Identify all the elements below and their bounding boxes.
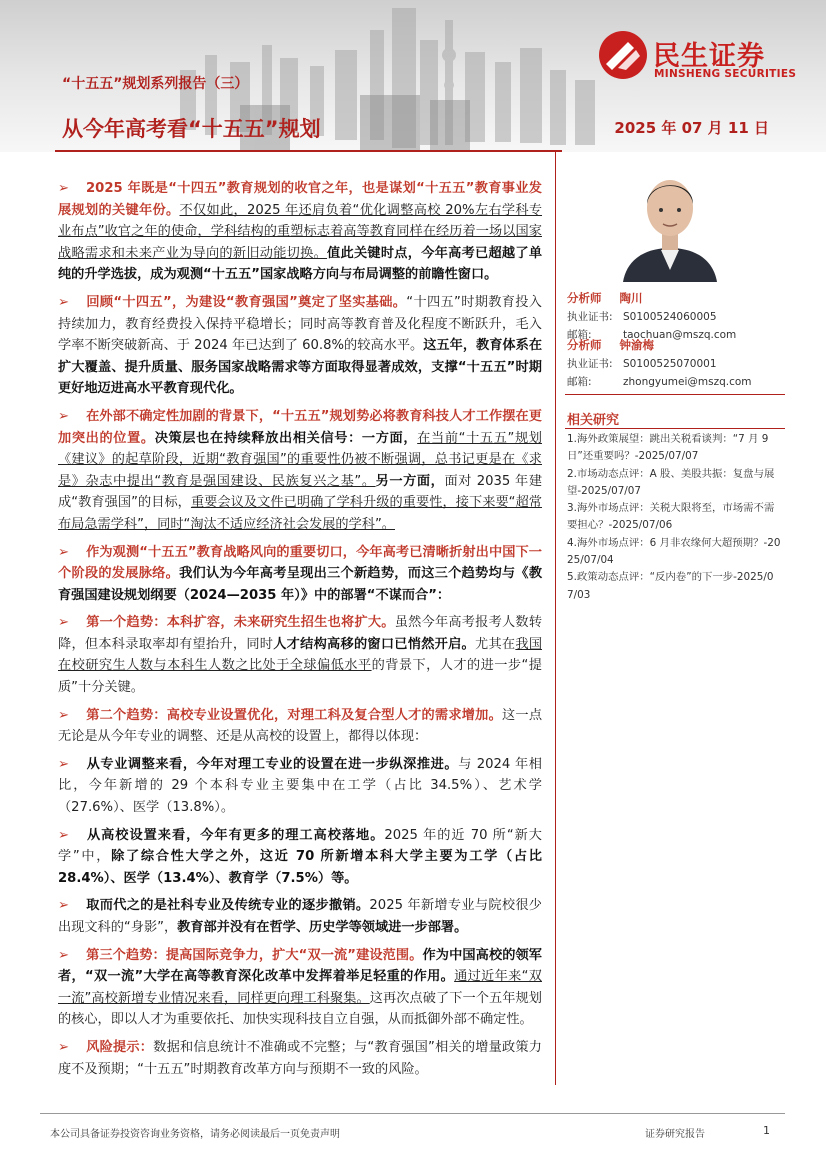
- main-content: [58, 178, 542, 1086]
- paragraph-text: 我们认为今年高考呈现出三个新趋势，而这三个趋势均与《教育强国建设规划纲要（2024—2035 年）》中的部署“不谋而合”：: [58, 566, 543, 603]
- column-divider: [555, 152, 556, 1085]
- bullet-arrow-icon: ➢: [58, 1039, 70, 1055]
- company-logo: [598, 30, 806, 86]
- bullet-arrow-icon: ➢: [58, 615, 70, 631]
- related-research-list: [567, 431, 781, 604]
- paragraph-text: 值此关键时点，今年高考已超越了单纯的升学选拔，成为观测“十五五”国家战略方向与布局调整的前瞻性窗口。: [58, 245, 543, 283]
- sidebar-divider: [565, 428, 785, 429]
- related-item[interactable]: 2.市场动态点评：A 股、美股共振：复盘与展望-2025/07/07: [567, 467, 775, 497]
- bullet-arrow-icon: ➢: [58, 827, 70, 843]
- bullet-arrow-icon: ➢: [58, 408, 70, 424]
- logo-text-en: MINSHENG SECURITIES: [654, 68, 797, 80]
- license-number: S0100525070001: [623, 358, 717, 370]
- related-item[interactable]: 3.海外市场点评：关税大限将至，市场需不需要担心？-2025/07/06: [567, 502, 775, 532]
- paragraph-text: 重要会议及文件已明确了学科升级的重要性，接下来要“超常布局急需学科”，同时“淘汰不适应经济社会发展的学科”。: [58, 495, 542, 532]
- footer-doc-type: 证券研究报告: [645, 1129, 705, 1140]
- paragraph-text: 虽然今年高考报考人数转降，但本科录取率却有望抬升，同时: [58, 615, 543, 652]
- body-paragraph: [58, 292, 542, 400]
- bullet-arrow-icon: ➢: [58, 756, 70, 772]
- paragraph-text: 取而代之的是社科专业及传统专业的逐步撤销。: [86, 898, 370, 914]
- paragraph-text: 这五年，教育体系在扩大覆盖、提升质量、服务国家战略需求等方面取得显著成效，支撑“十五五”时期更好地迈进高水平教育现代化。: [58, 338, 543, 397]
- body-paragraph: [58, 612, 542, 698]
- body-paragraph: [58, 406, 542, 536]
- related-item[interactable]: 5.政策动态点评：“反内卷”的下一步-2025/07/03: [567, 571, 774, 601]
- body-paragraph: [58, 895, 542, 938]
- paragraph-text: 与 2024 年相比，今年新增的 29 个本科专业主要集中在工学（占比 34.5%）、艺术学（27.6%）、医学（13.8%）。: [58, 756, 542, 816]
- paragraph-text: 回顾“十四五”，为建设“教育强国”奠定了坚实基础。: [86, 294, 407, 310]
- body-paragraph: [58, 1037, 542, 1080]
- analyst-name: 钟渝梅: [619, 338, 654, 352]
- paragraph-text: 数据和信息统计不准确或不完整；与“教育强国”相关的增量政策力度不及预期；“十五五”时期教育改革方向与预期不一致的风险。: [58, 1039, 542, 1077]
- paragraph-text: “十四五”时期教育投入持续加力，教育经费投入保持平稳增长；同时高等教育普及化程度不断跃升，毛入学率不断突破新高、于 2024 年已达到了 60.8%的较高水平。: [58, 294, 542, 354]
- paragraph-text: 2025 年的近 70 所“新大学”中，: [58, 827, 542, 865]
- analyst-2: [567, 337, 752, 389]
- paragraph-text: 的背景下，人才的进一步“提质”十分关键。: [58, 658, 542, 696]
- paragraph-text: 我国在校研究生人数与本科生人数之比处于全球偏低水平: [58, 636, 543, 674]
- body-paragraph: [58, 945, 542, 1031]
- analyst-name: 陶川: [619, 291, 643, 305]
- paragraph-text: 教育部并没有在哲学、历史学等领域进一步部署。: [177, 920, 468, 935]
- paragraph-text: 2025 年新增专业与院校很少出现文科的“身影”，: [58, 898, 542, 935]
- page-number: 1: [763, 1124, 770, 1137]
- footer-divider: [40, 1113, 785, 1114]
- body-paragraph: [58, 825, 542, 890]
- analyst-1: [567, 290, 736, 342]
- paragraph-text: 决策层也在持续释放出相关信号：一方面，: [154, 430, 418, 446]
- paragraph-text: 作为观测“十五五”教育战略风向的重要切口，今年高考已清晰折射出中国下一个阶段的发展脉络。: [58, 544, 542, 582]
- logo-text-cn: 民生证券: [653, 41, 765, 72]
- paragraph-text: 这一点无论是从今年专业的调整、还是从高校的设置上，都得以体现：: [58, 707, 543, 745]
- paragraph-text: 风险提示：: [86, 1039, 154, 1055]
- bullet-arrow-icon: ➢: [58, 544, 70, 560]
- bullet-arrow-icon: ➢: [58, 181, 70, 196]
- paragraph-text: 从高校设置来看，今年有更多的理工高校落地。: [86, 827, 385, 843]
- body-paragraph: [58, 178, 542, 286]
- logo-mark-icon: [598, 30, 648, 80]
- bullet-arrow-icon: ➢: [58, 947, 70, 963]
- body-paragraph: [58, 542, 542, 607]
- paragraph-text: 除了综合性大学之外，这近 70 所新增本科大学主要为工学（占比 28.4%）、医学（13.4%）、教育学（7.5%）等。: [58, 849, 542, 886]
- body-paragraph: [58, 705, 542, 748]
- paragraph-text: 2025 年既是“十四五”教育规划的收官之年，也是谋划“十五五”教育事业发展规划的关键年份。: [58, 181, 542, 218]
- paragraph-text: 第三个趋势：提高国际竞争力，扩大“双一流”建设范围。: [86, 947, 423, 963]
- license-label: 执业证书:: [567, 311, 613, 323]
- email-label: 邮箱:: [567, 376, 592, 388]
- related-item[interactable]: 4.海外市场点评：6 月非农缘何大超预期？-2025/07/04: [567, 536, 781, 567]
- bullet-arrow-icon: ➢: [58, 294, 70, 310]
- analyst-role: 分析师: [567, 338, 602, 352]
- paragraph-text: 另一方面，: [375, 473, 445, 489]
- related-research-title: 相关研究: [567, 413, 620, 428]
- email-link[interactable]: zhongyumei@mszq.com: [623, 376, 752, 388]
- paragraph-text: 第一个趋势：本科扩容，未来研究生招生也将扩大。: [86, 615, 395, 631]
- footer-disclaimer: 本公司具备证券投资咨询业务资格，请务必阅读最后一页免责声明: [50, 1129, 340, 1140]
- license-label: 执业证书:: [567, 358, 613, 370]
- paragraph-text: 作为中国高校的领军者，“双一流”大学在高等教育深化改革中发挥着举足轻重的作用。: [58, 947, 542, 985]
- page-title: 从今年高考看“十五五”规划: [62, 117, 321, 141]
- bullet-arrow-icon: ➢: [58, 707, 70, 723]
- paragraph-text: 尤其在: [475, 636, 516, 652]
- bullet-arrow-icon: ➢: [58, 898, 70, 914]
- report-date: 2025 年 07 月 11 日: [614, 119, 769, 137]
- paragraph-text: 通过近年来“双一流”高校新增专业情况来看，同样更向理工科聚集。: [58, 969, 542, 1006]
- sidebar-divider: [565, 394, 785, 395]
- series-label: “十五五”规划系列报告（三）: [62, 76, 249, 92]
- paragraph-text: 从专业调整来看，今年对理工专业的设置在进一步纵深推进。: [86, 756, 459, 772]
- email-label: 邮箱:: [567, 329, 592, 341]
- paragraph-text: 不仅如此，2025 年还肩负着“优化调整高校 20%左右学科专业布点”收官之年的使命，学科结构的重塑标志着高等教育同样在经历着一场以国家战略需求和未来产业为导向的新旧动能切换。: [58, 202, 543, 261]
- body-paragraph: [58, 754, 542, 819]
- license-number: S0100524060005: [623, 311, 717, 323]
- analyst-role: 分析师: [567, 291, 602, 305]
- related-item[interactable]: 1.海外政策展望：跳出关税看谈判：“7 月 9 日”还重要吗？-2025/07/07: [567, 433, 769, 463]
- paragraph-text: 第二个趋势：高校专业设置优化，对理工科及复合型人才的需求增加。: [86, 707, 502, 723]
- email-link[interactable]: taochuan@mszq.com: [623, 329, 737, 341]
- analyst-photo: [605, 160, 735, 282]
- paragraph-text: 在外部不确定性加剧的背景下，“十五五”规划势必将教育科技人才工作摆在更加突出的位置。: [58, 408, 542, 446]
- paragraph-text: 人才结构高移的窗口已悄然开启。: [273, 636, 476, 652]
- paragraph-text: 面对 2035 年建成“教育强国”的目标，: [58, 473, 543, 511]
- header-banner: [0, 0, 826, 152]
- header-divider: [55, 150, 562, 152]
- paragraph-text: 这再次点破了下一个五年规划的核心，即以人才为重要依托、加快实现科技自立自强，从而抵御外部不确定性。: [58, 990, 542, 1028]
- paragraph-text: 在当前“十五五”规划《建议》的起草阶段，近期“教育强国”的重要性仍被不断强调，总书记更是在《求是》杂志中提出“教育是强国建设、民族复兴之基”。: [58, 430, 542, 489]
